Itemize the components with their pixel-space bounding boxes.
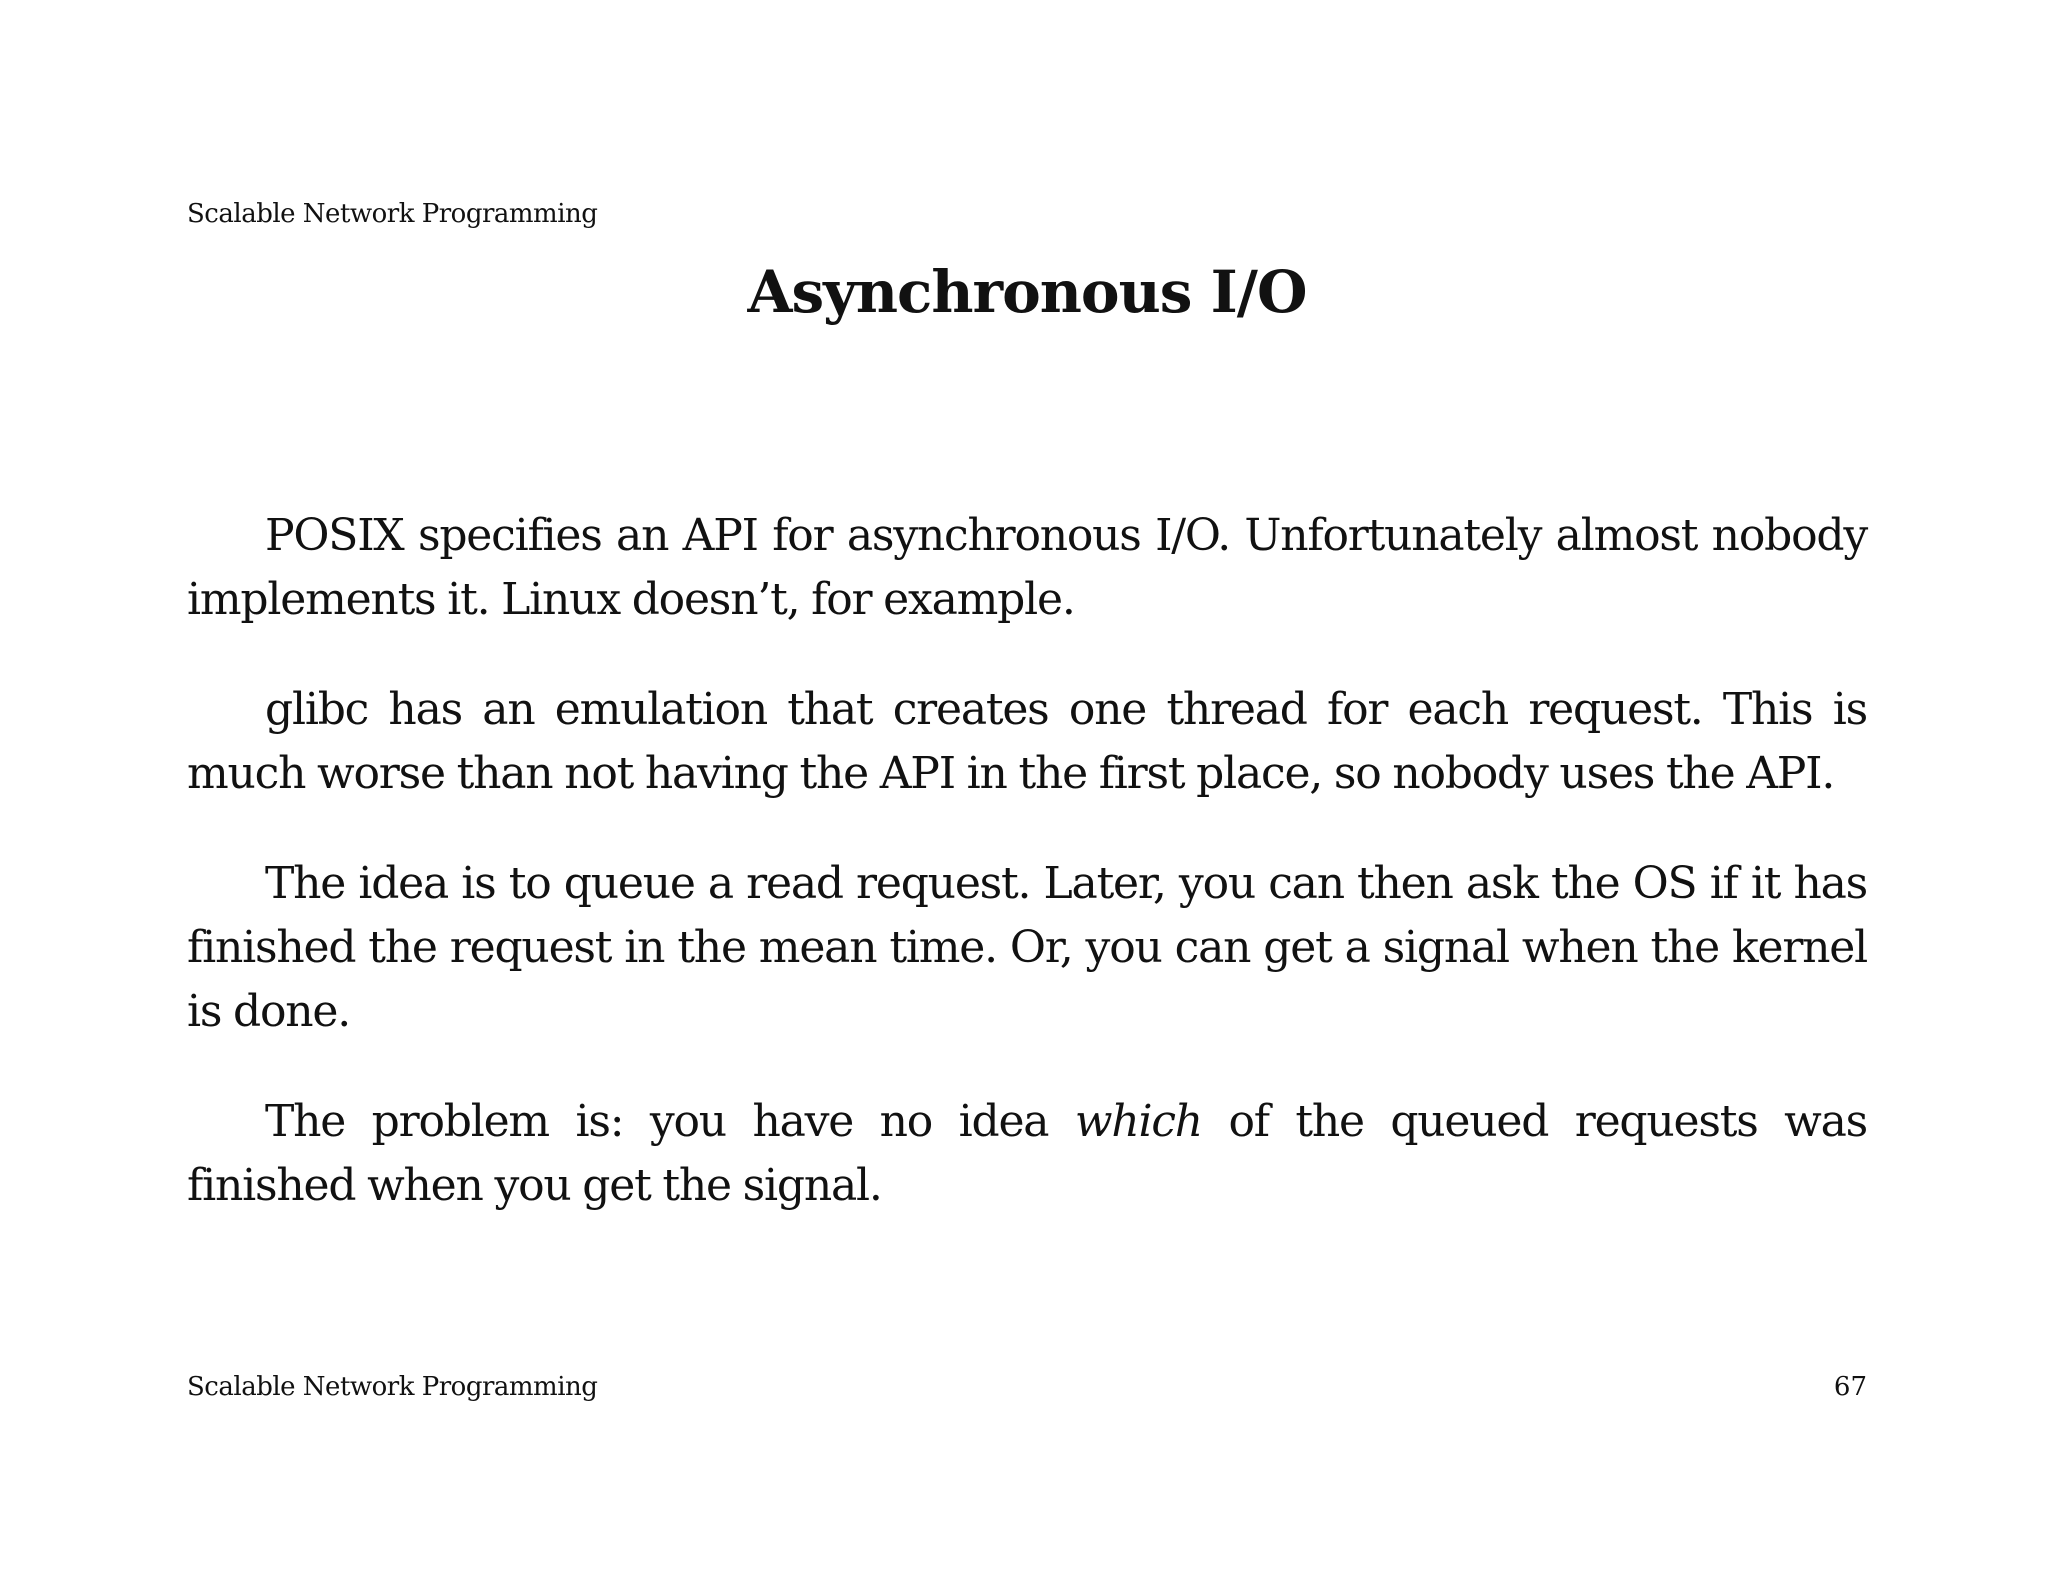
page-number: 67 (1833, 1372, 1867, 1402)
running-footer: Scalable Network Programming (187, 1372, 598, 1402)
paragraph-queue-request: The idea is to queue a read request. Later, you can then ask the OS if it has finished the request in the mean time. Or, you can get a signal when the kernel is done. (187, 858, 1867, 1037)
paragraph-posix-api: POSIX specifies an API for asynchronous I/O. Unfortunately almost nobody implements it. Linux doesn’t, for example. (187, 510, 1867, 625)
body-text (187, 504, 1867, 1264)
paragraph-signal-problem (187, 1090, 1867, 1218)
paragraph-signal-problem-start: The problem is: you have no idea (265, 1096, 1075, 1147)
page-title: Asynchronous I/O (747, 258, 1307, 326)
paragraph-glibc-emulation: glibc has an emulation that creates one thread for each request. This is much worse than not having the API in the first place, so nobody uses the API. (187, 684, 1867, 799)
paragraph-signal-problem-end: of the queued requests was finished when you get the signal. (187, 1096, 1867, 1211)
running-header: Scalable Network Programming (187, 199, 598, 229)
emphasized-word: which (1074, 1096, 1202, 1147)
